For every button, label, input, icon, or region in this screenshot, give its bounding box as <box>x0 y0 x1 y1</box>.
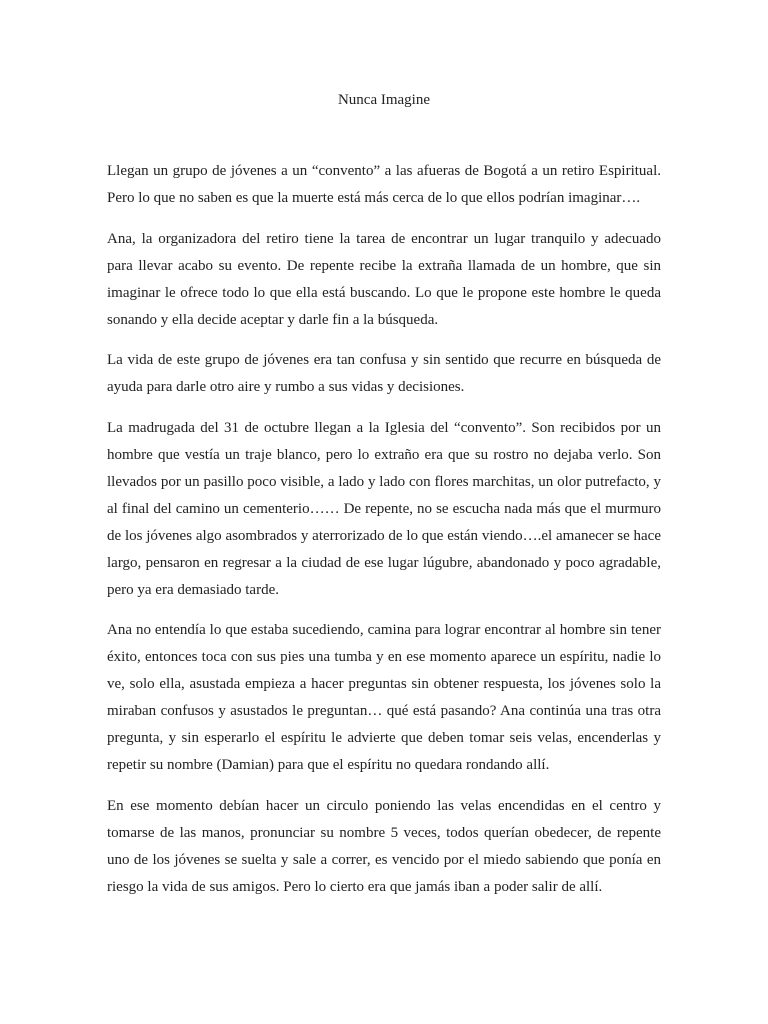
paragraph-4: La madrugada del 31 de octubre llegan a la Iglesia del “convento”. Son recibidos por un hombre que vestía un traje blanco, pero lo extraño era que su rostro no dejaba verlo. Son llevados por un pasillo poco visible, a lado y lado con flores marchitas, un olor putrefacto, y al final del camino un cementerio…… De repente, no se escucha nada más que el murmuro de los jóvenes algo asombrados y aterrorizado de lo que están viendo….el amanecer se hace largo, pensaron en regresar a la ciudad de ese lugar lúgubre, abandonado y poco agradable, pero ya era demasiado tarde. <box>107 419 661 598</box>
paragraph-1: Llegan un grupo de jóvenes a un “convento” a las afueras de Bogotá a un retiro Espiritual. Pero lo que no saben es que la muerte está más cerca de lo que ellos podrían imaginar…. <box>107 163 661 206</box>
document-body <box>107 158 661 914</box>
paragraph-5: Ana no entendía lo que estaba sucediendo, camina para lograr encontrar al hombre sin tener éxito, entonces toca con sus pies una tumba y en ese momento aparece un espíritu, nadie lo ve, solo ella, asustada empieza a hacer preguntas sin obtener respuesta, los jóvenes solo la miraban confusos y asustados le preguntan… qué está pasando? Ana continúa una tras otra pregunta, y sin esperarlo el espíritu le advierte que deben tomar seis velas, encenderlas y repetir su nombre (Damian) para que el espíritu no quedara rondando allí. <box>107 622 661 773</box>
paragraph-6: En ese momento debían hacer un circulo poniendo las velas encendidas en el centro y tomarse de las manos, pronunciar su nombre 5 veces, todos querían obedecer, de repente uno de los jóvenes se suelta y sale a correr, es vencido por el miedo sabiendo que ponía en riesgo la vida de sus amigos. Pero lo cierto era que jamás iban a poder salir de allí. <box>107 797 661 895</box>
document-title: Nunca Imagine <box>337 92 431 108</box>
paragraph-2: Ana, la organizadora del retiro tiene la tarea de encontrar un lugar tranquilo y adecuado para llevar acabo su evento. De repente recibe la extraña llamada de un hombre, que sin imaginar le ofrece todo lo que ella está buscando. Lo que le propone este hombre le queda sonando y ella decide aceptar y darle fin a la búsqueda. <box>107 230 661 328</box>
paragraph-3: La vida de este grupo de jóvenes era tan confusa y sin sentido que recurre en búsqueda de ayuda para darle otro aire y rumbo a sus vidas y decisiones. <box>107 352 661 395</box>
